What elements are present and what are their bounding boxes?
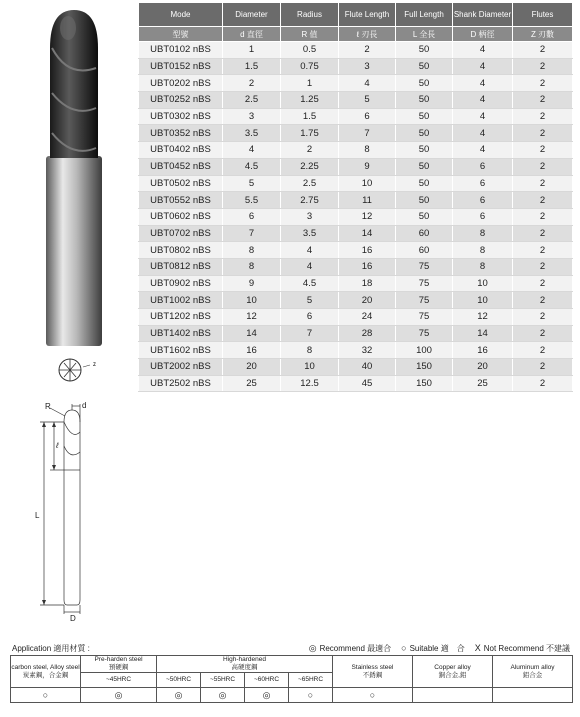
value-cell: 45 [339,375,396,392]
value-cell: 4 [339,75,396,92]
model-cell: UBT0802 nBS [139,242,223,259]
value-cell: 40 [339,359,396,376]
col-high-hardened: High-hardened 高硬度鋼 [157,656,333,673]
value-cell: 6 [453,192,513,209]
value-cell: 6 [339,108,396,125]
column-subheader: 型號 [139,27,223,42]
column-subheader: L 全長 [396,27,453,42]
value-cell: 2 [281,142,339,159]
value-cell: 1.5 [223,58,281,75]
value-cell: 14 [339,225,396,242]
mark-stainless: ○ [333,688,413,703]
value-cell: 16 [339,258,396,275]
value-cell: 8 [281,342,339,359]
value-cell: 20 [223,359,281,376]
value-cell: 20 [453,359,513,376]
table-row [139,158,573,175]
model-cell: UBT1402 nBS [139,325,223,342]
application-table [10,655,573,703]
column-header: Flutes [513,3,573,27]
value-cell: 2 [513,108,573,125]
model-cell: UBT1602 nBS [139,342,223,359]
value-cell: 20 [339,292,396,309]
value-cell: 11 [339,192,396,209]
legend-not-recommend: X Not Recommend 不建議 [474,643,570,653]
value-cell: 2 [339,42,396,59]
table-row [139,375,573,392]
value-cell: 50 [396,42,453,59]
value-cell: 8 [453,225,513,242]
col-copper: Copper alloy 銅合金,鋁 [413,656,493,688]
table-row [139,208,573,225]
model-cell: UBT0602 nBS [139,208,223,225]
value-cell: 2 [513,375,573,392]
value-cell: 1 [223,42,281,59]
value-cell: 4 [453,108,513,125]
value-cell: 2.5 [223,92,281,109]
value-cell: 50 [396,125,453,142]
value-cell: 2 [513,142,573,159]
spec-table [138,2,573,392]
value-cell: 6 [453,175,513,192]
column-header: Radius [281,3,339,27]
table-row [139,242,573,259]
end-view-label: z [93,362,96,368]
model-cell: UBT0252 nBS [139,92,223,109]
value-cell: 50 [396,75,453,92]
model-cell: UBT0352 nBS [139,125,223,142]
value-cell: 4 [453,42,513,59]
value-cell: 60 [396,225,453,242]
table-row [139,359,573,376]
column-header: Full Length [396,3,453,27]
value-cell: 75 [396,309,453,326]
column-subheader: Z 刃數 [513,27,573,42]
value-cell: 8 [453,258,513,275]
value-cell: 50 [396,175,453,192]
table-row [139,258,573,275]
value-cell: 4.5 [223,158,281,175]
value-cell: 18 [339,275,396,292]
value-cell: 12 [453,309,513,326]
value-cell: 4 [453,92,513,109]
value-cell: 2 [513,192,573,209]
value-cell: 14 [453,325,513,342]
range-55: ~55HRC [201,673,245,688]
table-row [139,125,573,142]
model-cell: UBT0102 nBS [139,42,223,59]
value-cell: 1.25 [281,92,339,109]
model-cell: UBT0302 nBS [139,108,223,125]
model-cell: UBT2502 nBS [139,375,223,392]
model-cell: UBT1202 nBS [139,309,223,326]
value-cell: 2 [513,58,573,75]
application-title: Application 適用材質 : [12,644,90,653]
mark-60: ◎ [245,688,289,703]
table-row [139,292,573,309]
column-subheader: d 直徑 [223,27,281,42]
value-cell: 50 [396,108,453,125]
value-cell: 60 [396,242,453,259]
column-subheader: ℓ 刃長 [339,27,396,42]
value-cell: 2.5 [281,175,339,192]
value-cell: 32 [339,342,396,359]
value-cell: 2 [513,75,573,92]
subheader-row [139,27,573,42]
value-cell: 16 [453,342,513,359]
table-row [139,75,573,92]
value-cell: 1.75 [281,125,339,142]
table-row [139,92,573,109]
model-cell: UBT0902 nBS [139,275,223,292]
column-header: Flute Length [339,3,396,27]
value-cell: 3 [281,208,339,225]
value-cell: 75 [396,275,453,292]
value-cell: 2 [513,242,573,259]
value-cell: 2 [513,92,573,109]
value-cell: 10 [453,292,513,309]
value-cell: 2 [513,175,573,192]
value-cell: 2 [513,125,573,142]
value-cell: 50 [396,142,453,159]
value-cell: 2.75 [281,192,339,209]
value-cell: 9 [339,158,396,175]
value-cell: 2 [223,75,281,92]
application-header [12,640,572,654]
col-stainless: Stainless steel 不銹鋼 [333,656,413,688]
value-cell: 3 [223,108,281,125]
table-row [139,192,573,209]
value-cell: 5 [223,175,281,192]
label-l: ℓ [56,441,59,450]
application-marks-row [11,688,573,703]
model-cell: UBT0812 nBS [139,258,223,275]
table-row [139,42,573,59]
value-cell: 2 [513,42,573,59]
value-cell: 7 [339,125,396,142]
value-cell: 2 [513,225,573,242]
model-cell: UBT0552 nBS [139,192,223,209]
value-cell: 2.25 [281,158,339,175]
value-cell: 25 [223,375,281,392]
value-cell: 6 [453,158,513,175]
value-cell: 2 [513,158,573,175]
value-cell: 1 [281,75,339,92]
range-60: ~60HRC [245,673,289,688]
value-cell: 12 [223,309,281,326]
table-row [139,225,573,242]
col-aluminum: Aluminum alloy 鋁合金 [493,656,573,688]
value-cell: 4 [281,258,339,275]
value-cell: 4 [453,75,513,92]
model-cell: UBT2002 nBS [139,359,223,376]
mark-prehard: ◎ [81,688,157,703]
value-cell: 50 [396,58,453,75]
table-row [139,342,573,359]
value-cell: 2 [513,309,573,326]
value-cell: 75 [396,292,453,309]
value-cell: 3.5 [281,225,339,242]
table-row [139,58,573,75]
mark-copper [413,688,493,703]
value-cell: 12.5 [281,375,339,392]
value-cell: 12 [339,208,396,225]
value-cell: 50 [396,158,453,175]
col-prehard: Pre-harden steel 預硬鋼 [81,656,157,673]
value-cell: 2 [513,258,573,275]
legend-recommend: ◎ Recommend 最適合 [308,643,392,653]
end-mill-photo [38,8,108,353]
value-cell: 4 [453,142,513,159]
header-row [139,3,573,27]
value-cell: 2 [513,325,573,342]
model-cell: UBT0502 nBS [139,175,223,192]
value-cell: 2 [513,208,573,225]
value-cell: 16 [223,342,281,359]
value-cell: 7 [281,325,339,342]
value-cell: 4 [281,242,339,259]
model-cell: UBT0402 nBS [139,142,223,159]
value-cell: 8 [223,258,281,275]
table-row [139,309,573,326]
value-cell: 6 [223,208,281,225]
value-cell: 2 [513,275,573,292]
value-cell: 28 [339,325,396,342]
value-cell: 10 [281,359,339,376]
column-header: Mode [139,3,223,27]
value-cell: 1.5 [281,108,339,125]
value-cell: 150 [396,359,453,376]
table-row [139,175,573,192]
legend-suitable: ○ Suitable 適 合 [401,643,465,653]
value-cell: 75 [396,258,453,275]
model-cell: UBT1002 nBS [139,292,223,309]
value-cell: 10 [453,275,513,292]
value-cell: 0.5 [281,42,339,59]
value-cell: 5.5 [223,192,281,209]
model-cell: UBT0152 nBS [139,58,223,75]
label-R: R [45,402,51,411]
value-cell: 4.5 [281,275,339,292]
value-cell: 2 [513,292,573,309]
value-cell: 75 [396,325,453,342]
value-cell: 2 [513,359,573,376]
value-cell: 8 [453,242,513,259]
mark-55: ◎ [201,688,245,703]
value-cell: 5 [339,92,396,109]
value-cell: 4 [223,142,281,159]
mark-carbon: ○ [11,688,81,703]
value-cell: 9 [223,275,281,292]
value-cell: 16 [339,242,396,259]
column-header: Shank Diameter [453,3,513,27]
value-cell: 7 [223,225,281,242]
model-cell: UBT0702 nBS [139,225,223,242]
table-row [139,108,573,125]
range-prehard: ~45HRC [81,673,157,688]
value-cell: 50 [396,208,453,225]
mark-50: ◎ [157,688,201,703]
col-carbon: carbon steel, Alloy steel 炭素鋼，合金鋼 [11,656,81,688]
legend [309,643,570,654]
range-65: ~65HRC [289,673,333,688]
value-cell: 0.75 [281,58,339,75]
value-cell: 3.5 [223,125,281,142]
model-cell: UBT0452 nBS [139,158,223,175]
value-cell: 3 [339,58,396,75]
value-cell: 4 [453,125,513,142]
value-cell: 50 [396,192,453,209]
column-subheader: R 值 [281,27,339,42]
table-row [139,275,573,292]
column-header: Diameter [223,3,281,27]
value-cell: 100 [396,342,453,359]
label-d: d [82,401,87,410]
value-cell: 14 [223,325,281,342]
range-50: ~50HRC [157,673,201,688]
value-cell: 6 [453,208,513,225]
value-cell: 5 [281,292,339,309]
value-cell: 6 [281,309,339,326]
value-cell: 4 [453,58,513,75]
value-cell: 25 [453,375,513,392]
application-header-row [11,656,573,673]
dimension-drawing [30,400,110,622]
value-cell: 10 [223,292,281,309]
end-view-diagram [50,355,110,385]
value-cell: 24 [339,309,396,326]
table-row [139,142,573,159]
value-cell: 8 [339,142,396,159]
mark-aluminum [493,688,573,703]
label-L: L [35,511,40,520]
model-cell: UBT0202 nBS [139,75,223,92]
value-cell: 8 [223,242,281,259]
label-D: D [70,614,76,622]
mark-65: ○ [289,688,333,703]
value-cell: 150 [396,375,453,392]
value-cell: 2 [513,342,573,359]
value-cell: 50 [396,92,453,109]
value-cell: 10 [339,175,396,192]
table-row [139,325,573,342]
column-subheader: D 柄徑 [453,27,513,42]
